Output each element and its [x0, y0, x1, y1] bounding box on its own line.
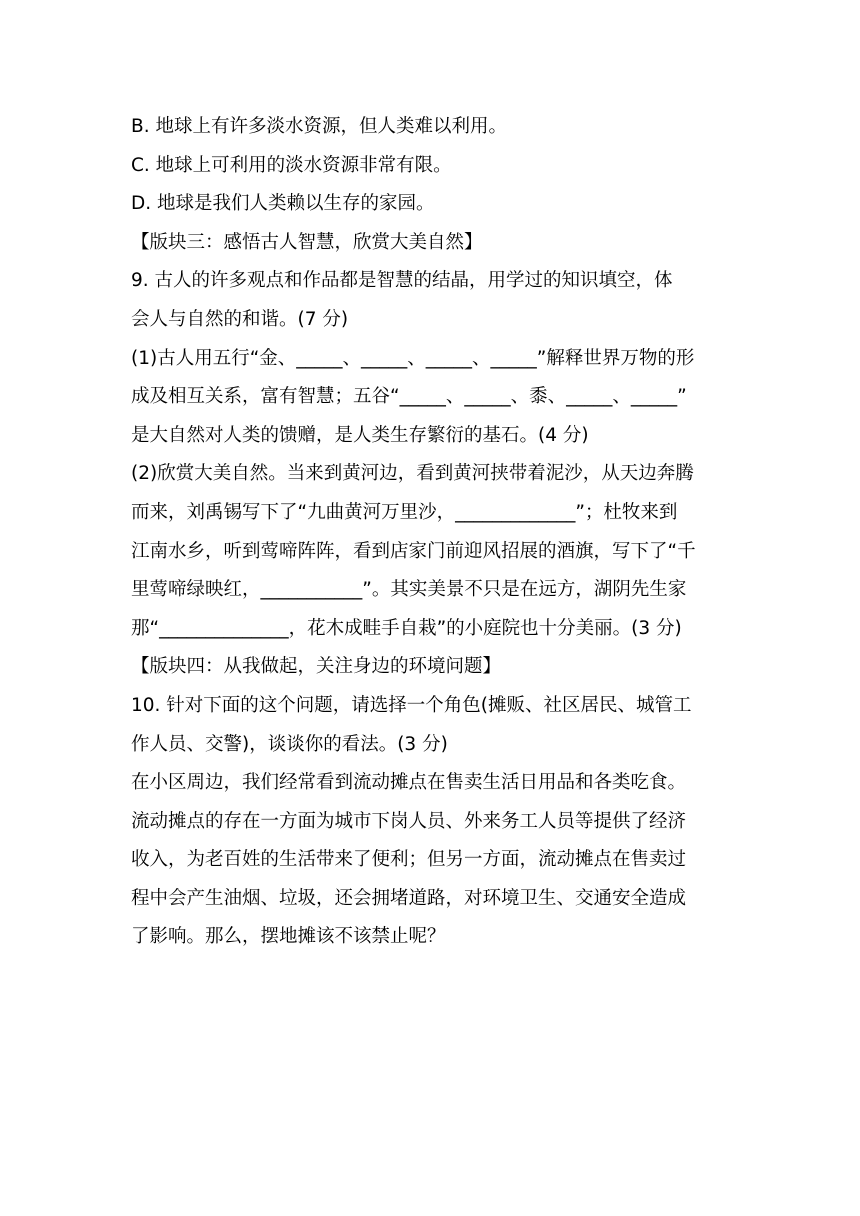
- passage-line-4: 程中会产生油烟、垃圾，还会拥堵道路，对环境卫生、交通安全造成: [131, 887, 687, 909]
- passage-line-1: 在小区周边，我们经常看到流动摊点在售卖生活日用品和各类吃食。: [131, 772, 687, 794]
- question-9-part-2-line-5: 那“______________，花木成畦手自栽”的小庭院也十分美丽。(3 分): [131, 617, 682, 639]
- passage-line-5: 了影响。那么，摆地摊该不该禁止呢？: [131, 926, 446, 948]
- question-9-part-2-line-1: (2)欣赏大美自然。当来到黄河边，看到黄河挟带着泥沙，从天边奔腾: [131, 463, 694, 485]
- option-d: D. 地球是我们人类赖以生存的家园。: [131, 193, 435, 215]
- question-9-part-2-line-3: 江南水乡，听到莺啼阵阵，看到店家门前迎风招展的酒旗，写下了“千: [131, 540, 696, 562]
- question-10-line-2: 作人员、交警)，谈谈你的看法。(3 分): [131, 733, 448, 755]
- question-9-part-1-line-3: 是大自然对人类的馈赠，是人类生存繁衍的基石。(4 分): [131, 424, 589, 446]
- section-4-heading: 【版块四：从我做起，关注身边的环境问题】: [131, 656, 502, 678]
- document-page: [131, 108, 733, 957]
- passage-line-2: 流动摊点的存在一方面为城市下岗人员、外来务工人员等提供了经济: [131, 810, 687, 832]
- passage-line-3: 收入，为老百姓的生活带来了便利；但另一方面，流动摊点在售卖过: [131, 849, 687, 871]
- question-9-part-1-line-2: 成及相互关系，富有智慧；五谷“_____、_____、黍、_____、_____”: [131, 386, 687, 408]
- section-3-heading: 【版块三：感悟古人智慧，欣赏大美自然】: [131, 231, 483, 253]
- question-10-line-1: 10. 针对下面的这个问题，请选择一个角色(摊贩、社区居民、城管工: [131, 694, 692, 716]
- option-c: C. 地球上可利用的淡水资源非常有限。: [131, 154, 452, 176]
- question-9-part-2-line-2: 而来，刘禹锡写下了“九曲黄河万里沙，_____________”；杜牧来到: [131, 501, 678, 523]
- question-9-part-2-line-4: 里莺啼绿映红，___________”。其实美景不只是在远方，湖阴先生家: [131, 579, 687, 601]
- question-9-line-1: 9. 古人的许多观点和作品都是智慧的结晶，用学过的知识填空，体: [131, 270, 673, 292]
- option-b: B. 地球上有许多淡水资源，但人类难以利用。: [131, 116, 507, 137]
- question-9-part-1-line-1: (1)古人用五行“金、_____、_____、_____、_____”解释世界万物的形: [131, 347, 695, 369]
- question-9-line-2: 会人与自然的和谐。(7 分): [131, 308, 349, 330]
